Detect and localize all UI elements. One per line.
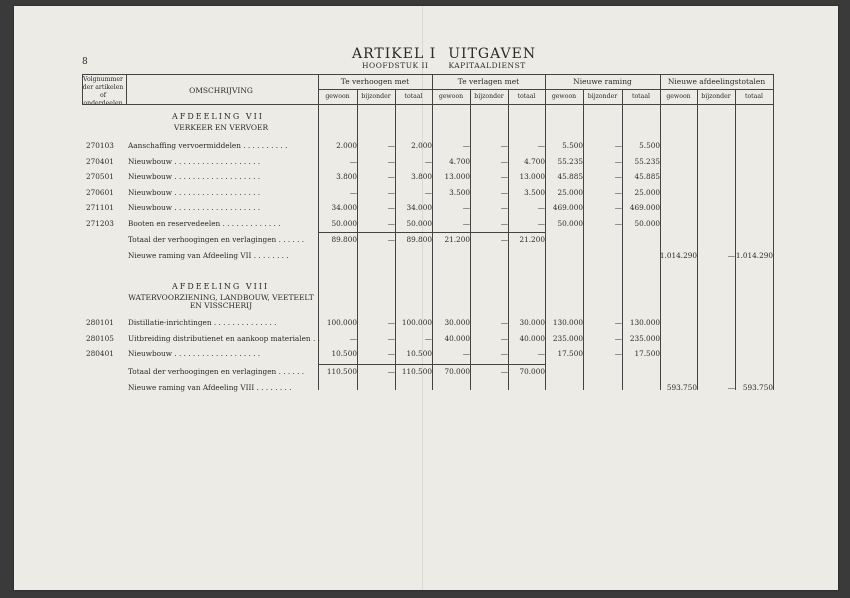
table-cell: —	[614, 156, 622, 166]
header-group-label: Te verhoogen met	[340, 77, 410, 86]
row-code: 280401	[86, 349, 114, 358]
table-col-divider	[697, 89, 698, 390]
table-cell: —	[387, 218, 395, 228]
row-code: 271203	[86, 218, 114, 228]
table-cell: —	[614, 187, 622, 197]
table-cell: 50.000	[331, 218, 357, 228]
header-col0-line: der artikelen	[82, 84, 124, 91]
table-col-divider	[545, 74, 546, 390]
table-cell: —	[537, 349, 545, 358]
header-sub-label: gewoon	[551, 93, 577, 100]
table-cell: 25.000	[557, 187, 583, 197]
table-cell: 10.500	[406, 349, 432, 358]
header-sub-label: bijzonder	[587, 93, 618, 100]
row-description: Aanschaffing vervoermiddelen . . . . . . . . . .	[128, 141, 288, 150]
header-sub-label: bijzonder	[474, 93, 504, 100]
table-cell: 100.000	[401, 318, 432, 327]
raming-label: Nieuwe raming van Afdeeling VII . . . . . . . .	[128, 251, 289, 260]
table-cell: —	[349, 333, 357, 343]
row-description: Nieuwbouw . . . . . . . . . . . . . . . . . . .	[128, 156, 261, 166]
table-cell: 70.000	[519, 367, 545, 376]
page-title	[352, 46, 536, 62]
row-description: Distillatie-inrichtingen . . . . . . . . . . . . . .	[128, 318, 277, 327]
table-cell: 45.885	[557, 172, 583, 181]
table-cell: 593.750	[666, 383, 697, 392]
table-cell: —	[500, 318, 508, 327]
total-label: Totaal der verhoogingen en verlagingen . . . . . .	[128, 367, 305, 376]
table-cell: 235.000	[629, 333, 660, 343]
table-cell: —	[614, 218, 622, 228]
row-description: Nieuwbouw . . . . . . . . . . . . . . . . . . .	[128, 349, 261, 358]
table-cell: —	[500, 172, 508, 181]
table-cell: —	[349, 156, 357, 166]
row-code: 270501	[86, 172, 114, 181]
total-rule	[318, 364, 545, 365]
table-cell: —	[500, 141, 508, 150]
row-description: Uitbreiding distributienet en aankoop materialen . .	[128, 333, 320, 343]
title-left: ARTIKEL I	[352, 46, 437, 62]
table-cell: —	[387, 318, 395, 327]
table-cell: 469.000	[552, 203, 583, 212]
table-cell: 2.000	[336, 141, 357, 150]
header-col-divider	[126, 74, 127, 104]
table-cell: 50.000	[406, 218, 432, 228]
table-cell: 3.500	[449, 187, 470, 197]
row-code: 270401	[86, 156, 114, 166]
table-cell: —	[500, 187, 508, 197]
table-cell: —	[500, 235, 508, 244]
table-cell: 100.000	[326, 318, 357, 327]
header-omschrijving: OMSCHRIJVING	[189, 86, 253, 95]
table-cell: 593.750	[742, 383, 773, 392]
table-cell: 1.014.290	[735, 251, 773, 260]
table-cell: —	[500, 218, 508, 228]
table-cell: 1.014.290	[659, 251, 697, 260]
table-cell: 5.500	[562, 141, 583, 150]
row-description: Nieuwbouw . . . . . . . . . . . . . . . . . . .	[128, 187, 261, 197]
table-cell: 110.500	[401, 367, 432, 376]
table-cell: —	[349, 187, 357, 197]
table-cell: —	[387, 349, 395, 358]
table-cell: 3.800	[411, 172, 432, 181]
header-col0-line: of	[99, 92, 106, 99]
table-col-divider	[660, 74, 661, 390]
table-cell: —	[462, 218, 470, 228]
table-cell: 34.000	[331, 203, 357, 212]
row-code: 280101	[86, 318, 114, 327]
table-cell: 25.000	[634, 187, 660, 197]
page-number: 8	[82, 57, 88, 67]
table-cell: 5.500	[639, 141, 660, 150]
row-description: Booten en reservedeelen . . . . . . . . . . . . .	[128, 218, 281, 228]
row-code: 270601	[86, 187, 114, 197]
table-cell: 30.000	[519, 318, 545, 327]
table-cell: —	[614, 318, 622, 327]
header-col0-line: Volgnummer	[83, 76, 123, 83]
table-cell: —	[387, 203, 395, 212]
table-cell: 30.000	[444, 318, 470, 327]
header-sub-label: totaal	[404, 93, 423, 100]
table-cell: —	[424, 333, 432, 343]
table-cell: 110.500	[326, 367, 357, 376]
section-title: AFDEELING VIII	[172, 282, 270, 291]
table-cell: 50.000	[557, 218, 583, 228]
table-cell: 70.000	[444, 367, 470, 376]
table-cell: —	[500, 349, 508, 358]
page-subtitle	[362, 61, 546, 70]
table-cell: —	[614, 333, 622, 343]
section-subtitle: VERKEER EN VERVOER	[173, 123, 269, 132]
header-group-label: Te verlagen met	[457, 77, 520, 86]
title-right: UITGAVEN	[448, 46, 537, 62]
table-cell: —	[500, 367, 508, 376]
table-cell: —	[387, 187, 395, 197]
row-code: 280105	[86, 333, 114, 343]
header-sub-label: gewoon	[666, 93, 691, 100]
table-cell: 55.235	[557, 156, 583, 166]
table-cell: 45.885	[634, 172, 660, 181]
table-cell: —	[614, 172, 622, 181]
table-cell: 4.700	[524, 156, 545, 166]
raming-label: Nieuwe raming van Afdeeling VIII . . . . . . . .	[128, 383, 292, 392]
table-cell: —	[727, 383, 735, 392]
table-cell: 130.000	[552, 318, 583, 327]
header-sub-label: totaal	[631, 93, 651, 100]
table-cell: —	[537, 141, 545, 150]
table-cell: —	[614, 203, 622, 212]
table-cell: —	[387, 367, 395, 376]
header-sub-label: gewoon	[325, 93, 350, 100]
table-cell: —	[614, 349, 622, 358]
table-col-divider	[583, 89, 584, 390]
table-cell: 89.800	[406, 235, 432, 244]
table-cell: —	[387, 141, 395, 150]
table-cell: —	[462, 349, 470, 358]
table-cell: —	[537, 218, 545, 228]
table-cell: —	[500, 156, 508, 166]
table-cell: —	[462, 203, 470, 212]
row-description: Nieuwbouw . . . . . . . . . . . . . . . . . . .	[128, 172, 261, 181]
total-label: Totaal der verhoogingen en verlagingen . . . . . .	[128, 235, 305, 244]
section-subtitle: EN VISSCHERIJ	[189, 301, 253, 310]
table-cell: 2.000	[411, 141, 432, 150]
header-top-rule	[82, 74, 773, 75]
table-cell: 50.000	[634, 218, 660, 228]
table-cell: —	[387, 235, 395, 244]
table-cell: 40.000	[444, 333, 470, 343]
table-cell: —	[424, 187, 432, 197]
table-cell: 13.000	[444, 172, 470, 181]
table-cell: 89.800	[331, 235, 357, 244]
table-cell: 3.800	[336, 172, 357, 181]
table-cell: 13.000	[519, 172, 545, 181]
table-cell: —	[614, 141, 622, 150]
table-cell: —	[387, 156, 395, 166]
table-cell: 4.700	[449, 156, 470, 166]
subtitle-left: HOOFDSTUK II	[362, 61, 429, 70]
section-title: AFDEELING VII	[172, 112, 264, 121]
table-cell: 130.000	[629, 318, 660, 327]
table-col-divider	[773, 74, 774, 390]
table-cell: —	[537, 203, 545, 212]
table-cell: —	[500, 203, 508, 212]
header-sub-label: bijzonder	[701, 93, 731, 100]
row-description: Nieuwbouw . . . . . . . . . . . . . . . . . . .	[128, 203, 261, 212]
table-cell: 3.500	[524, 187, 545, 197]
table-cell: 21.200	[519, 235, 545, 244]
header-bottom-rule	[82, 104, 773, 105]
header-group-label: Nieuwe afdeelingstotalen	[667, 77, 766, 86]
total-rule	[318, 232, 545, 233]
table-cell: 17.500	[634, 349, 660, 358]
table-cell: —	[462, 141, 470, 150]
section-subtitle: WATERVOORZIENING, LANDBOUW, VEETEELT	[128, 293, 314, 302]
table-cell: 34.000	[406, 203, 432, 212]
header-sub-label: gewoon	[438, 93, 464, 100]
table-cell: 17.500	[557, 349, 583, 358]
table-cell: 55.235	[634, 156, 660, 166]
row-code: 270103	[86, 141, 114, 150]
row-code: 271101	[86, 203, 114, 212]
table-col-divider	[622, 89, 623, 390]
table-cell: 469.000	[629, 203, 660, 212]
table-cell: —	[500, 333, 508, 343]
table-cell: —	[727, 251, 735, 260]
header-sub-label: totaal	[744, 93, 764, 100]
table-cell: 40.000	[519, 333, 545, 343]
table-cell: 21.200	[444, 235, 470, 244]
header-col-divider	[82, 74, 83, 104]
table-cell: —	[387, 172, 395, 181]
header-sub-label: bijzonder	[361, 93, 391, 100]
header-group-label: Nieuwe raming	[573, 77, 632, 86]
table-cell: —	[387, 333, 395, 343]
table-cell: 235.000	[552, 333, 583, 343]
table-cell: —	[424, 156, 432, 166]
subtitle-right: KAPITAALDIENST	[448, 61, 526, 70]
table-cell: 10.500	[331, 349, 357, 358]
table-col-divider	[735, 89, 736, 390]
header-sub-label: totaal	[517, 93, 536, 100]
